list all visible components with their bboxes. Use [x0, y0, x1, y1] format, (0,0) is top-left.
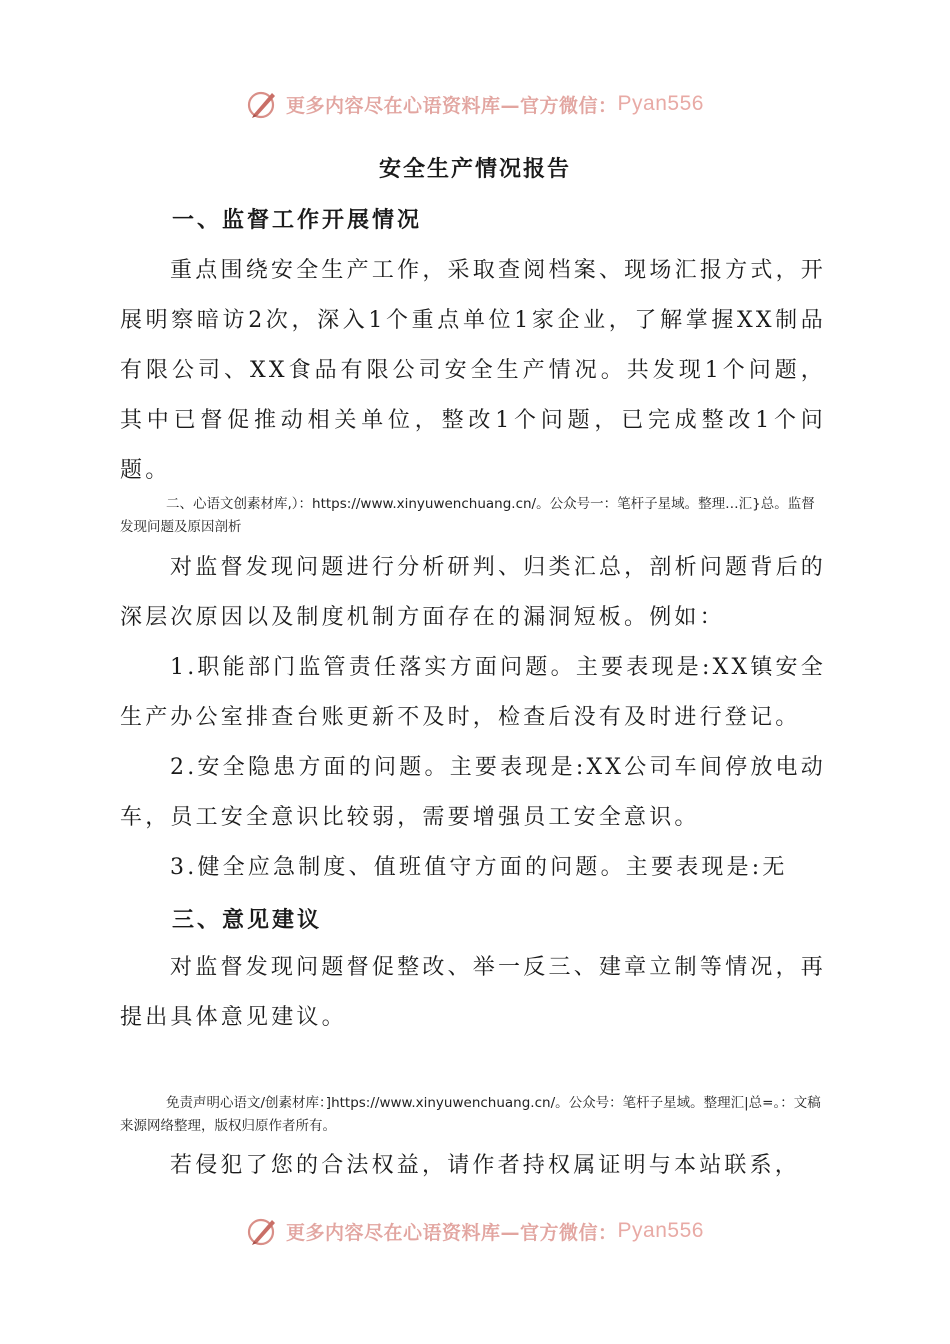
section2-heading-note: 二、心语文创素材库,）：https://www.xinyuwenchuang.cn/。公众号一：笔杆子星域。整理…汇}总。监督发现问题及原因剖析: [120, 496, 815, 535]
footer-banner: [0, 1211, 950, 1251]
header-banner: [0, 84, 950, 124]
section3-heading: 三、意见建议: [172, 907, 323, 933]
pen-circle-logo-icon: [246, 87, 280, 121]
banner-wechat-id: Pyan556: [617, 92, 704, 115]
pen-circle-logo-icon: [246, 1214, 280, 1248]
item-3: 3.健全应急制度、值班值守方面的问题。主要表现是:无: [170, 855, 788, 880]
item-1: 1.职能部门监管责任落实方面问题。主要表现是:XX镇安全生产办公室排查台账更新不及时，检查后没有及时进行登记。: [120, 655, 826, 730]
closing-line: 若侵犯了您的合法权益，请作者持权属证明与本站联系，: [170, 1153, 801, 1178]
document-title: 安全生产情况报告: [378, 156, 571, 182]
disclaimer-note: 免责声明心语文/创素材库：]https://www.xinyuwenchuang.cn/。公众号：笔杆子星域。整理汇|总=。：文稿来源网络整理，版权归原作者所有。: [120, 1095, 821, 1134]
section2-intro: 对监督发现问题进行分析研判、归类汇总，剖析问题背后的深层次原因以及制度机制方面存在的漏洞短板。例如：: [120, 555, 826, 630]
banner-text: 更多内容尽在心语资料库—官方微信：: [286, 1221, 618, 1244]
item-2: 2.安全隐患方面的问题。主要表现是:XX公司车间停放电动车，员工安全意识比较弱，需要增强员工安全意识。: [120, 755, 826, 830]
section1-body: 重点围绕安全生产工作，采取查阅档案、现场汇报方式，开展明察暗访2次，深入1个重点单位1家企业，了解掌握XX制品有限公司、XX食品有限公司安全生产情况。共发现1个问题，其中已督促推动相关单位，整改1个问题，已完成整改1个问题。: [120, 258, 826, 483]
section3-body: 对监督发现问题督促整改、举一反三、建章立制等情况，再提出具体意见建议。: [120, 955, 826, 1030]
banner-wechat-id: Pyan556: [617, 1219, 704, 1242]
banner-text: 更多内容尽在心语资料库—官方微信：: [286, 94, 618, 117]
section1-heading: 一、监督工作开展情况: [172, 207, 423, 233]
